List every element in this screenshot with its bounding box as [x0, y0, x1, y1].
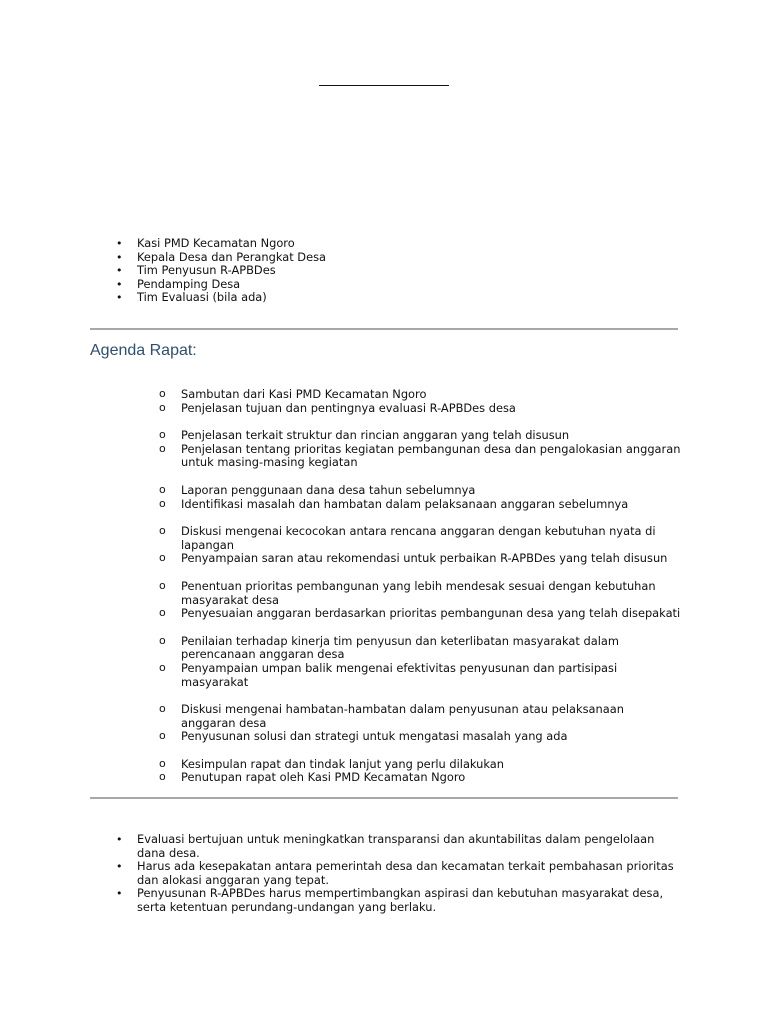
agenda-item: o Penutupan rapat oleh Kasi PMD Kecamatan Ngoro [159, 770, 466, 785]
agenda-item: o Diskusi mengenai hambatan-hambatan dalam penyusunan atau pelaksanaan anggaran desa [159, 702, 624, 730]
agenda-item: o Penjelasan terkait struktur dan rincian anggaran yang telah disusun [159, 428, 570, 443]
bullet-marker: • [116, 887, 123, 901]
list-item: • Tim Evaluasi (bila ada) [116, 290, 267, 305]
bullet-marker: • [116, 237, 123, 250]
bullet-marker: • [116, 833, 123, 846]
list-item: • Tim Penyusun R-APBDes [116, 263, 276, 278]
agenda-item: o Penilaian terhadap kinerja tim penyusun dan keterlibatan masyarakat dalam perencanaan anggaran desa [159, 633, 619, 662]
bullet-marker: • [116, 250, 123, 264]
title-underline [319, 85, 449, 86]
agenda-item: o Sambutan dari Kasi PMD Kecamatan Ngoro [159, 387, 427, 401]
list-item: • Kepala Desa dan Perangkat Desa [116, 249, 326, 264]
list-item: • Evaluasi bertujuan untuk meningkatkan transparansi dan akuntabilitas dalam pengelolaan dana desa. [116, 832, 655, 860]
circle-marker: o [159, 441, 166, 455]
list-item: • Harus ada kesepakatan antara pemerintah desa dan kecamatan terkait pembahasan prioritas dan alokasi anggaran yang tepat. [116, 859, 674, 887]
notes-list [116, 832, 677, 915]
circle-marker: o [159, 660, 166, 674]
list-item: • Pendamping Desa [116, 276, 241, 291]
circle-marker: o [159, 770, 166, 784]
agenda-item: o Diskusi mengenai kecocokan antara rencana anggaran dengan kebutuhan nyata di lapangan [159, 524, 656, 552]
agenda-item: o Penyesuaian anggaran berdasarkan prioritas pembangunan desa yang telah disepakati [159, 606, 681, 621]
circle-marker: o [159, 729, 166, 743]
agenda-item: o Penyampaian saran atau rekomendasi untuk perbaikan R-APBDes yang telah disusun [159, 551, 668, 566]
agenda-item: o Penyampaian umpan balik mengenai efektivitas penyusunan dan partisipasi masyarakat [159, 660, 618, 689]
circle-marker: o [159, 387, 166, 400]
circle-marker: o [159, 633, 166, 647]
circle-marker: o [159, 551, 166, 565]
circle-marker: o [159, 756, 166, 770]
agenda-item: o Penjelasan tentang prioritas kegiatan pembangunan desa dan pengalokasian anggaran untuk masing-masing kegiatan [159, 441, 681, 470]
agenda-item: o Penentuan prioritas pembangunan yang lebih mendesak sesuai dengan kebutuhan masyarakat desa [159, 578, 656, 607]
agenda-item: o Penyusunan solusi dan strategi untuk mengatasi masalah yang ada [159, 729, 568, 744]
agenda-item: o Kesimpulan rapat dan tindak lanjut yang perlu dilakukan [159, 756, 504, 771]
list-item: • Penyusunan R-APBDes harus mempertimbangkan aspirasi dan kebutuhan masyarakat desa, serta ketentuan perundang-undangan yang berlaku. [116, 886, 664, 914]
circle-marker: o [159, 400, 166, 414]
agenda-item: o Identifikasi masalah dan hambatan dalam pelaksanaan anggaran sebelumnya [159, 496, 629, 511]
agenda-item: o Laporan penggunaan dana desa tahun sebelumnya [159, 482, 476, 497]
bullet-marker: • [116, 264, 123, 278]
circle-marker: o [159, 496, 166, 510]
section-divider [90, 797, 678, 799]
bullet-marker: • [116, 860, 123, 874]
agenda-list [159, 387, 681, 785]
circle-marker: o [159, 482, 166, 496]
circle-marker: o [159, 428, 166, 442]
agenda-item: o Penjelasan tujuan dan pentingnya evaluasi R-APBDes desa [159, 400, 516, 415]
circle-marker: o [159, 524, 166, 538]
bullet-marker: • [116, 291, 123, 305]
circle-marker: o [159, 702, 166, 716]
circle-marker: o [159, 578, 166, 592]
section-divider [90, 328, 678, 330]
agenda-heading: Agenda Rapat: [90, 342, 197, 359]
circle-marker: o [159, 606, 166, 620]
attendee-list [116, 236, 697, 305]
bullet-marker: • [116, 277, 123, 291]
list-item: • Kasi PMD Kecamatan Ngoro [116, 236, 295, 250]
